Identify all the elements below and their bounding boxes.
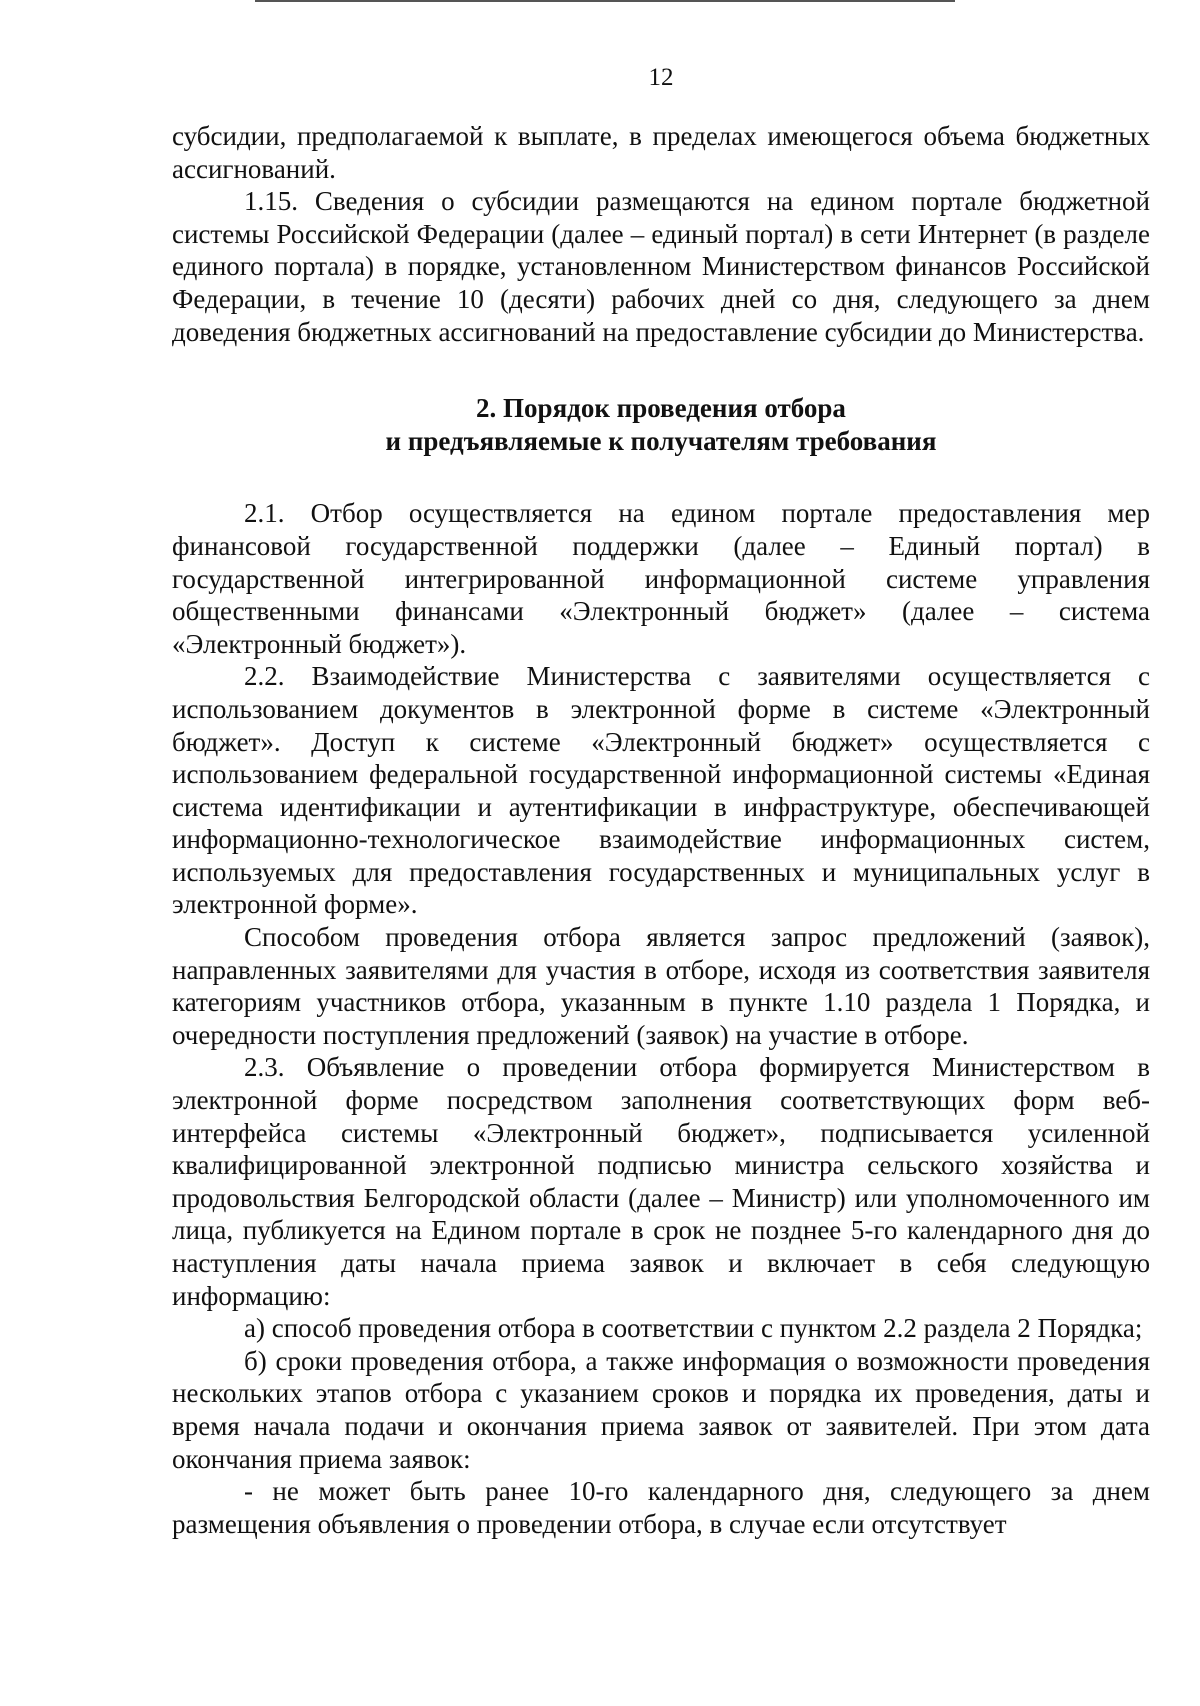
paragraph-2-3: 2.3. Объявление о проведении отбора формируется Министерством в электронной форме посредством заполнения соответствующих форм веб-интерфейса системы «Электронный бюджет», подписывается усиленной квалифицированной электронной подписью министра сельского хозяйства и продовольствия Белгородской области (далее – Министр) или уполномоченного им лица, публикуется на Едином портале в срок не позднее 5-го календарного дня до наступления даты начала приема заявок и включает в себя следующую информацию: (172, 1052, 1150, 1311)
paragraph-item-b: б) сроки проведения отбора, а также информация о возможности проведения нескольких этапов отбора с указанием сроков и порядка их проведения, даты и время начала подачи и окончания приема заявок от заявителей. При этом дата окончания приема заявок: (172, 1345, 1150, 1474)
paragraph-selection-method: Способом проведения отбора является запрос предложений (заявок), направленных заявителями для участия в отборе, исходя из соответствия заявителя категориям участников отбора, указанным в пункте 1.10 раздела 1 Порядка, и очередности поступления предложений (заявок) на участие в отборе. (172, 922, 1150, 1050)
paragraph-continuation: субсидии, предполагаемой к выплате, в пределах имеющегося объема бюджетных ассигнований. (172, 121, 1150, 184)
paragraph-dash-item: - не может быть ранее 10-го календарного дня, следующего за днем размещения объявления о проведении отбора, в случае если отсутствует (172, 1476, 1150, 1539)
section-heading-line-1: 2. Порядок проведения отбора (476, 393, 846, 424)
paragraph-2-2: 2.2. Взаимодействие Министерства с заявителями осуществляется с использованием документов в электронной форме в системе «Электронный бюджет». Доступ к системе «Электронный бюджет» осуществляется с использованием федеральной государственной информационной системы «Единая система идентификации и аутентификации в инфраструктуре, обеспечивающей информационно-технологическое взаимодействие информационных систем, используемых для предоставления государственных и муниципальных услуг в электронной форме». (172, 661, 1150, 920)
paragraph-2-1: 2.1. Отбор осуществляется на едином портале предоставления мер финансовой государственной поддержки (далее – Единый портал) в государственной интегрированной информационной системе управления общественными финансами «Электронный бюджет» (далее – система «Электронный бюджет»). (172, 498, 1150, 659)
document-page (172, 62, 1150, 1540)
section-heading-line-2: и предъявляемые к получателям требования (385, 425, 937, 456)
page-number: 12 (648, 64, 674, 91)
scan-top-edge-line (255, 0, 955, 2)
paragraph-1-15: 1.15. Сведения о субсидии размещаются на едином портале бюджетной системы Российской Федерации (далее – единый портал) в сети Интернет (в разделе единого портала) в порядке, установленном Министерством финансов Российской Федерации, в течение 10 (десяти) рабочих дней со дня, следующего за днем доведения бюджетных ассигнований на предоставление субсидии до Министерства. (172, 186, 1150, 347)
paragraph-item-a: а) способ проведения отбора в соответствии с пунктом 2.2 раздела 2 Порядка; (244, 1313, 1143, 1344)
section-2-heading (172, 392, 1150, 457)
